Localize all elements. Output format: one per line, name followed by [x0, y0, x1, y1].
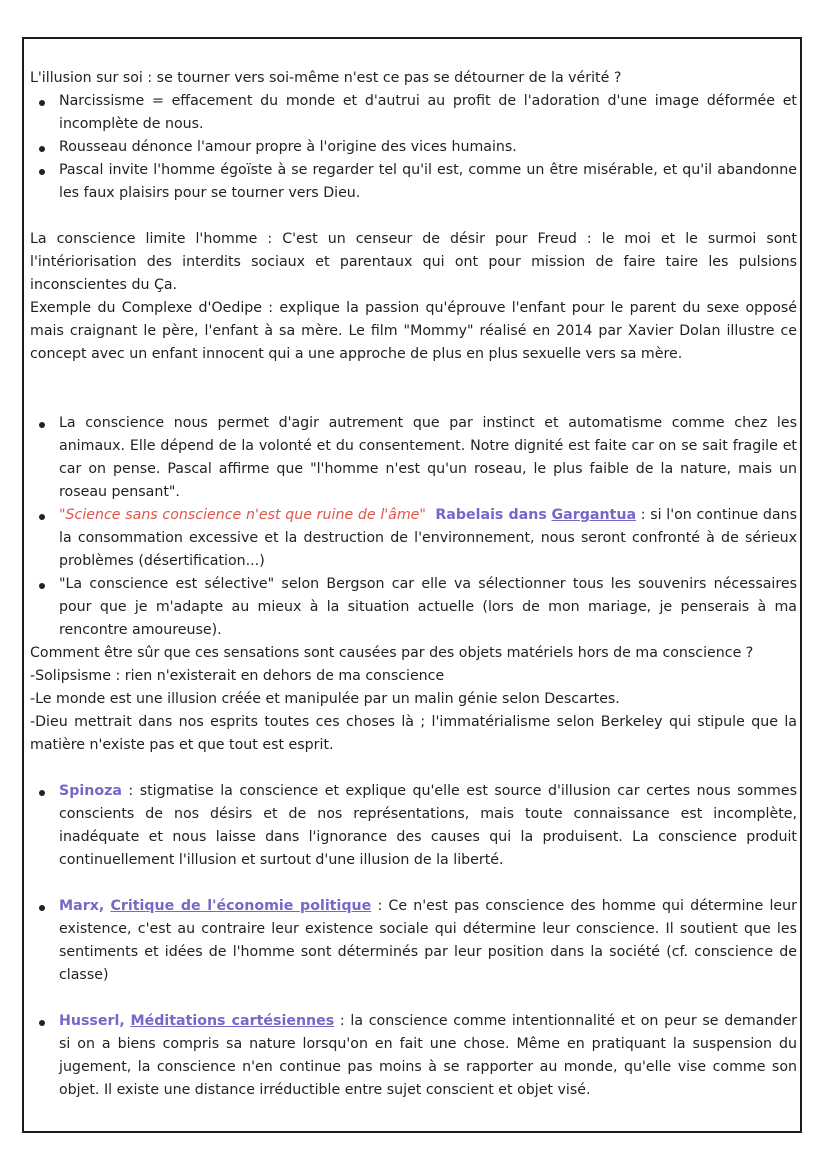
list-item-spinoza [59, 780, 797, 872]
section-heading-illusion: L'illusion sur soi : se tourner vers soi-même n'est ce pas se détourner de la vérité ? [30, 70, 622, 86]
list-item-rabelais [59, 504, 797, 573]
husserl-name: Husserl, [59, 1013, 125, 1029]
husserl-text: : la conscience comme intentionnalité et on peur se demander si on a biens compris sa nature lorsqu'on en fait une chose. Même en pratiquant la suspension du jugement, la conscience n'en continue pas moins à se rapporter au monde, qu'elle vise comme son objet. Il existe une distance irréductible entre sujet conscient et objet visé. [59, 1013, 798, 1098]
list-item-marx [59, 895, 797, 987]
list-item-pascal: Pascal invite l'homme égoïste à se regarder tel qu'il est, comme un être misérable, et qu'il abandonne les faux plaisirs pour se tourner vers Dieu. [59, 159, 797, 205]
illusion-list [30, 90, 797, 205]
line-descartes: -Le monde est une illusion créée et manipulée par un malin génie selon Descartes. [30, 691, 620, 707]
list-item-narcissisme: Narcissisme = effacement du monde et d'autrui au profit de l'adoration d'une image déformée et incomplète de nous. [59, 90, 797, 136]
spinoza-name: Spinoza [59, 783, 122, 799]
husserl-work-link[interactable]: Méditations cartésiennes [130, 1013, 335, 1029]
list-item-husserl [59, 1010, 797, 1102]
line-berkeley: -Dieu mettrait dans nos esprits toutes ces choses là ; l'immatérialisme selon Berkeley qui stipule que la matière n'existe pas et que tout est esprit. [30, 714, 797, 753]
question-sensations: Comment être sûr que ces sensations sont causées par des objets matériels hors de ma conscience ? [30, 645, 754, 661]
marx-name: Marx, [59, 898, 105, 914]
gargantua-link[interactable]: Gargantua [551, 507, 637, 523]
rabelais-quote: "Science sans conscience n'est que ruine de l'âme" [59, 507, 426, 523]
list-item-dignite: La conscience nous permet d'agir autrement que par instinct et automatisme comme chez les animaux. Elle dépend de la volonté et du consentement. Notre dignité est faite car on se sait fragile et car on pense. Pascal affirme que "l'homme n'est qu'un roseau, le plus faible de la nature, mais un roseau pensant". [59, 412, 797, 504]
list-item-bergson: "La conscience est sélective" selon Bergson car elle va sélectionner tous les souvenirs nécessaires pour que je m'adapte au mieux à la situation actuelle (lors de mon mariage, je penserais à ma rencontre amoureuse). [59, 573, 797, 642]
spinoza-list [30, 780, 797, 872]
marx-text: : Ce n'est pas conscience des homme qui détermine leur existence, c'est au contraire leur existence sociale qui détermine leur conscience. Il soutient que les sentiments et idées de l'homme sont déterminés par leur position dans la société (cf. conscience de classe) [59, 898, 797, 983]
conscience-list [30, 412, 797, 642]
paragraph-oedipe: Exemple du Complexe d'Oedipe : explique la passion qu'éprouve l'enfant pour le parent du sexe opposé mais craignant le père, l'enfant à sa mère. Le film "Mommy" réalisé en 2014 par Xavier Dolan illustre ce concept avec un enfant innocent qui a une approche de plus en plus sexuelle vers sa mère. [30, 300, 797, 362]
line-solipsisme: -Solipsisme : rien n'existerait en dehors de ma conscience [30, 668, 445, 684]
paragraph-freud: La conscience limite l'homme : C'est un censeur de désir pour Freud : le moi et le surmoi sont l'intériorisation des interdits sociaux et parentaux qui ont pour mission de faire taire les pulsions inconscientes du Ça. [30, 231, 797, 293]
rabelais-text: : si l'on continue dans la consommation excessive et la destruction de l'environnement, nous seront confronté à de sérieux problèmes (désertification...) [59, 507, 797, 569]
document-body [30, 67, 797, 1102]
marx-list [30, 895, 797, 987]
rabelais-author: Rabelais dans [435, 507, 547, 523]
husserl-list [30, 1010, 797, 1102]
marx-work-link[interactable]: Critique de l'économie politique [110, 898, 372, 914]
list-item-rousseau: Rousseau dénonce l'amour propre à l'origine des vices humains. [59, 136, 797, 159]
spinoza-text: : stigmatise la conscience et explique qu'elle est source d'illusion car certes nous sommes conscients de nos désirs et de nos représentations, mais toute connaissance est incomplète, inadéquate et nous laisse dans l'ignorance des causes qui la produisent. La conscience produit continuellement l'illusion et surtout d'une illusion de la liberté. [59, 783, 797, 868]
